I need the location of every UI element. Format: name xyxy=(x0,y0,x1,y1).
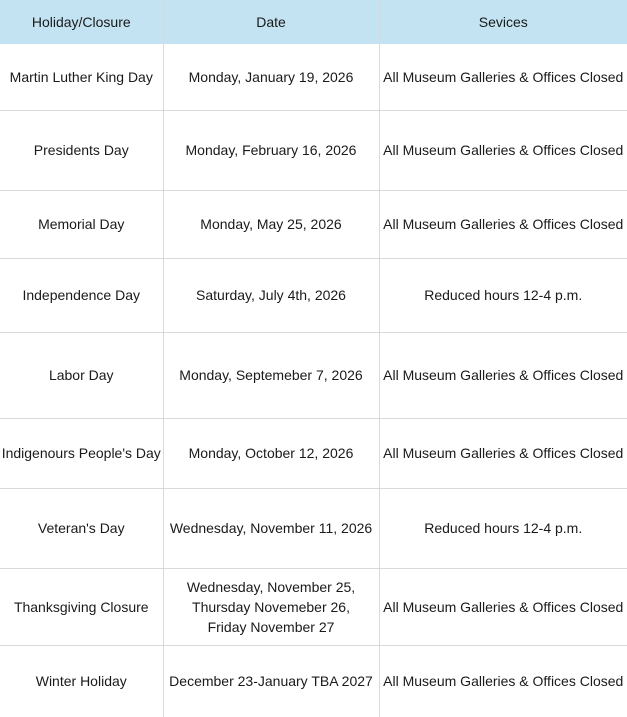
holiday-cell: Indigenours People's Day xyxy=(0,418,163,488)
date-cell xyxy=(163,418,379,488)
date-line: Saturday, July 4th, 2026 xyxy=(196,287,346,303)
date-line: Thursday Novemeber 26, xyxy=(192,598,350,615)
table-row xyxy=(0,418,627,488)
date-line: Monday, Septemeber 7, 2026 xyxy=(179,367,363,383)
date-line: Friday November 27 xyxy=(207,618,335,635)
table-row xyxy=(0,488,627,568)
table-body xyxy=(0,44,627,717)
header-services: Sevices xyxy=(379,0,627,44)
header-row xyxy=(0,0,627,44)
date-line: December 23-January TBA 2027 xyxy=(169,673,373,690)
services-cell: All Museum Galleries & Offices Closed xyxy=(379,568,627,645)
services-cell: All Museum Galleries & Offices Closed xyxy=(379,110,627,190)
date-line: Wednesday, November 11, 2026 xyxy=(169,520,373,536)
services-cell: All Museum Galleries & Offices Closed xyxy=(379,418,627,488)
holiday-cell: Winter Holiday xyxy=(0,645,163,717)
holiday-cell: Labor Day xyxy=(0,332,163,418)
date-line: Wednesday, November 25, xyxy=(186,578,356,595)
holiday-cell: Martin Luther King Day xyxy=(9,68,153,85)
services-cell: All Museum Galleries & Offices Closed xyxy=(379,645,627,717)
holiday-cell: Thanksgiving Closure xyxy=(0,568,163,645)
holiday-cell: Memorial Day xyxy=(0,190,163,258)
date-line: Monday, October 12, 2026 xyxy=(188,445,354,461)
services-cell: Reduced hours 12-4 p.m. xyxy=(379,488,627,568)
table-row xyxy=(0,190,627,258)
date-line: Monday, January 19, 2026 xyxy=(188,68,354,85)
services-cell: All Museum Galleries & Offices Closed xyxy=(379,190,627,258)
date-cell xyxy=(163,332,379,418)
date-cell xyxy=(163,258,379,332)
table-row xyxy=(0,332,627,418)
header-holiday: Holiday/Closure xyxy=(0,0,163,44)
services-cell: All Museum Galleries & Offices Closed xyxy=(379,332,627,418)
date-line: Monday, February 16, 2026 xyxy=(185,142,357,158)
date-line: Monday, May 25, 2026 xyxy=(200,216,342,232)
date-cell xyxy=(163,110,379,190)
table-row xyxy=(0,258,627,332)
table-row xyxy=(0,568,627,645)
date-cell xyxy=(163,488,379,568)
holiday-cell: Veteran's Day xyxy=(0,488,163,568)
header-date: Date xyxy=(163,0,379,44)
services-cell: Reduced hours 12-4 p.m. xyxy=(379,258,627,332)
table-row xyxy=(0,645,627,717)
holiday-cell: Presidents Day xyxy=(0,110,163,190)
holiday-cell: Independence Day xyxy=(0,258,163,332)
table-row xyxy=(0,110,627,190)
services-cell: All Museum Galleries & Offices Closed xyxy=(379,44,627,110)
date-cell xyxy=(163,645,379,717)
table-row xyxy=(0,44,627,110)
date-cell xyxy=(163,568,379,645)
date-cell xyxy=(163,190,379,258)
date-cell xyxy=(163,44,379,110)
table-header xyxy=(0,0,627,44)
